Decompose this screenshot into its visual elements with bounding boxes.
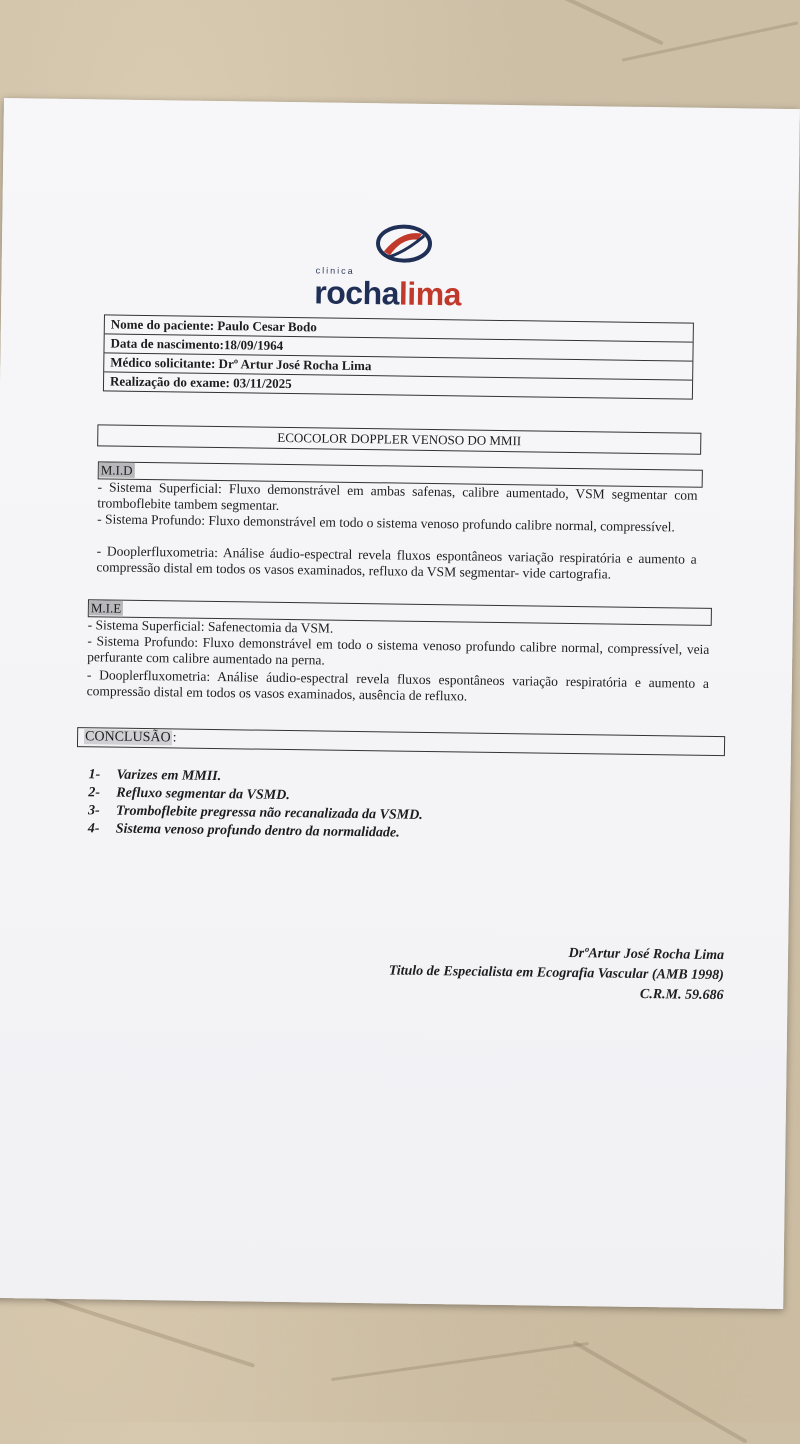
mid-line-2: - Sistema Profundo: Fluxo demonstrável em todo o sistema venoso profundo calibre normal, compressível.: [97, 511, 675, 535]
signature-name: DrºArtur José Rocha Lima: [568, 945, 725, 964]
birth-date: Data de nascimento:18/09/1964: [104, 334, 692, 361]
conclusion-item: [88, 767, 221, 785]
conclusion-heading-text: CONCLUSÃO: [84, 729, 171, 746]
conclusion-item-number: 4-: [87, 821, 100, 837]
requesting-doctor: Médico solicitante: Drº Artur José Rocha Lima: [104, 353, 692, 380]
mie-line-2: - Sistema Profundo: Fluxo demonstrável em todo o sistema venoso profundo calibre normal, compressível, veia perfurante com calibre aumentado na perna.: [87, 633, 710, 668]
mid-line-3: - Dooplerfluxometria: Análise áudio-espectral revela fluxos espontâneos variação respiratória e aumento a compressão distal em todos os vasos examinados, refluxo da VSM segmentar- vide cartografia.: [96, 543, 697, 582]
clinic-logo: [311, 222, 492, 313]
stone-vein: [331, 1342, 589, 1381]
conclusion-item-text: Varizes em MMII.: [116, 767, 222, 785]
conclusion-heading: [77, 727, 725, 756]
logo-brand-part1: rocha: [314, 274, 400, 312]
mie-line-3: - Dooplerfluxometria: Análise áudio-espectral revela fluxos espontâneos variação respiratória e aumento a compressão distal em todos os vasos examinados, ausência de refluxo.: [86, 667, 709, 704]
logo-small-text: clinica: [315, 265, 355, 276]
exam-date: Realização do exame: 03/11/2025: [109, 373, 292, 392]
stone-vein: [572, 1340, 747, 1443]
conclusion-item-text: Sistema venoso profundo dentro da normalidade.: [115, 821, 400, 841]
conclusion-item-number: 3-: [87, 803, 100, 819]
clinic-logo-icon: [374, 223, 435, 264]
conclusion-item-text: Refluxo segmentar da VSMD.: [116, 785, 290, 804]
logo-brand: [314, 274, 461, 313]
conclusion-item: [88, 803, 423, 824]
stone-vein: [45, 1296, 255, 1368]
stone-vein: [622, 21, 799, 61]
conclusion-item-number: 2-: [88, 785, 101, 801]
mie-heading-text: M.I.E: [90, 600, 122, 616]
conclusion-item: [88, 821, 400, 841]
conclusion-heading-colon: :: [172, 730, 177, 746]
conclusion-item: [88, 785, 290, 804]
patient-info-box: [103, 314, 694, 399]
mid-line-1: - Sistema Superficial: Fluxo demonstrável em ambas safenas, calibre aumentado, VSM segmentar com tromboflebite tambem segmentar.: [97, 479, 698, 513]
exam-title: ECOCOLOR DOPPLER VENOSO DO MMII: [97, 424, 701, 454]
signature-title: Titulo de Especialista em Ecografia Vascular (AMB 1998): [388, 963, 724, 984]
conclusion-item-number: 1-: [88, 767, 101, 783]
logo-brand-part2: lima: [398, 275, 462, 313]
patient-name: Nome do paciente: Paulo Cesar Bodo: [105, 315, 693, 342]
conclusion-item-text: Tromboflebite pregressa não recanalizada da VSMD.: [115, 803, 423, 823]
mie-line-1: - Sistema Superficial: Safenectomia da VSM.: [87, 617, 334, 636]
mid-heading-text: M.I.D: [100, 462, 133, 478]
stone-vein: [526, 0, 664, 46]
signature-crm: C.R.M. 59.686: [639, 986, 724, 1004]
document-page: [0, 98, 800, 1309]
